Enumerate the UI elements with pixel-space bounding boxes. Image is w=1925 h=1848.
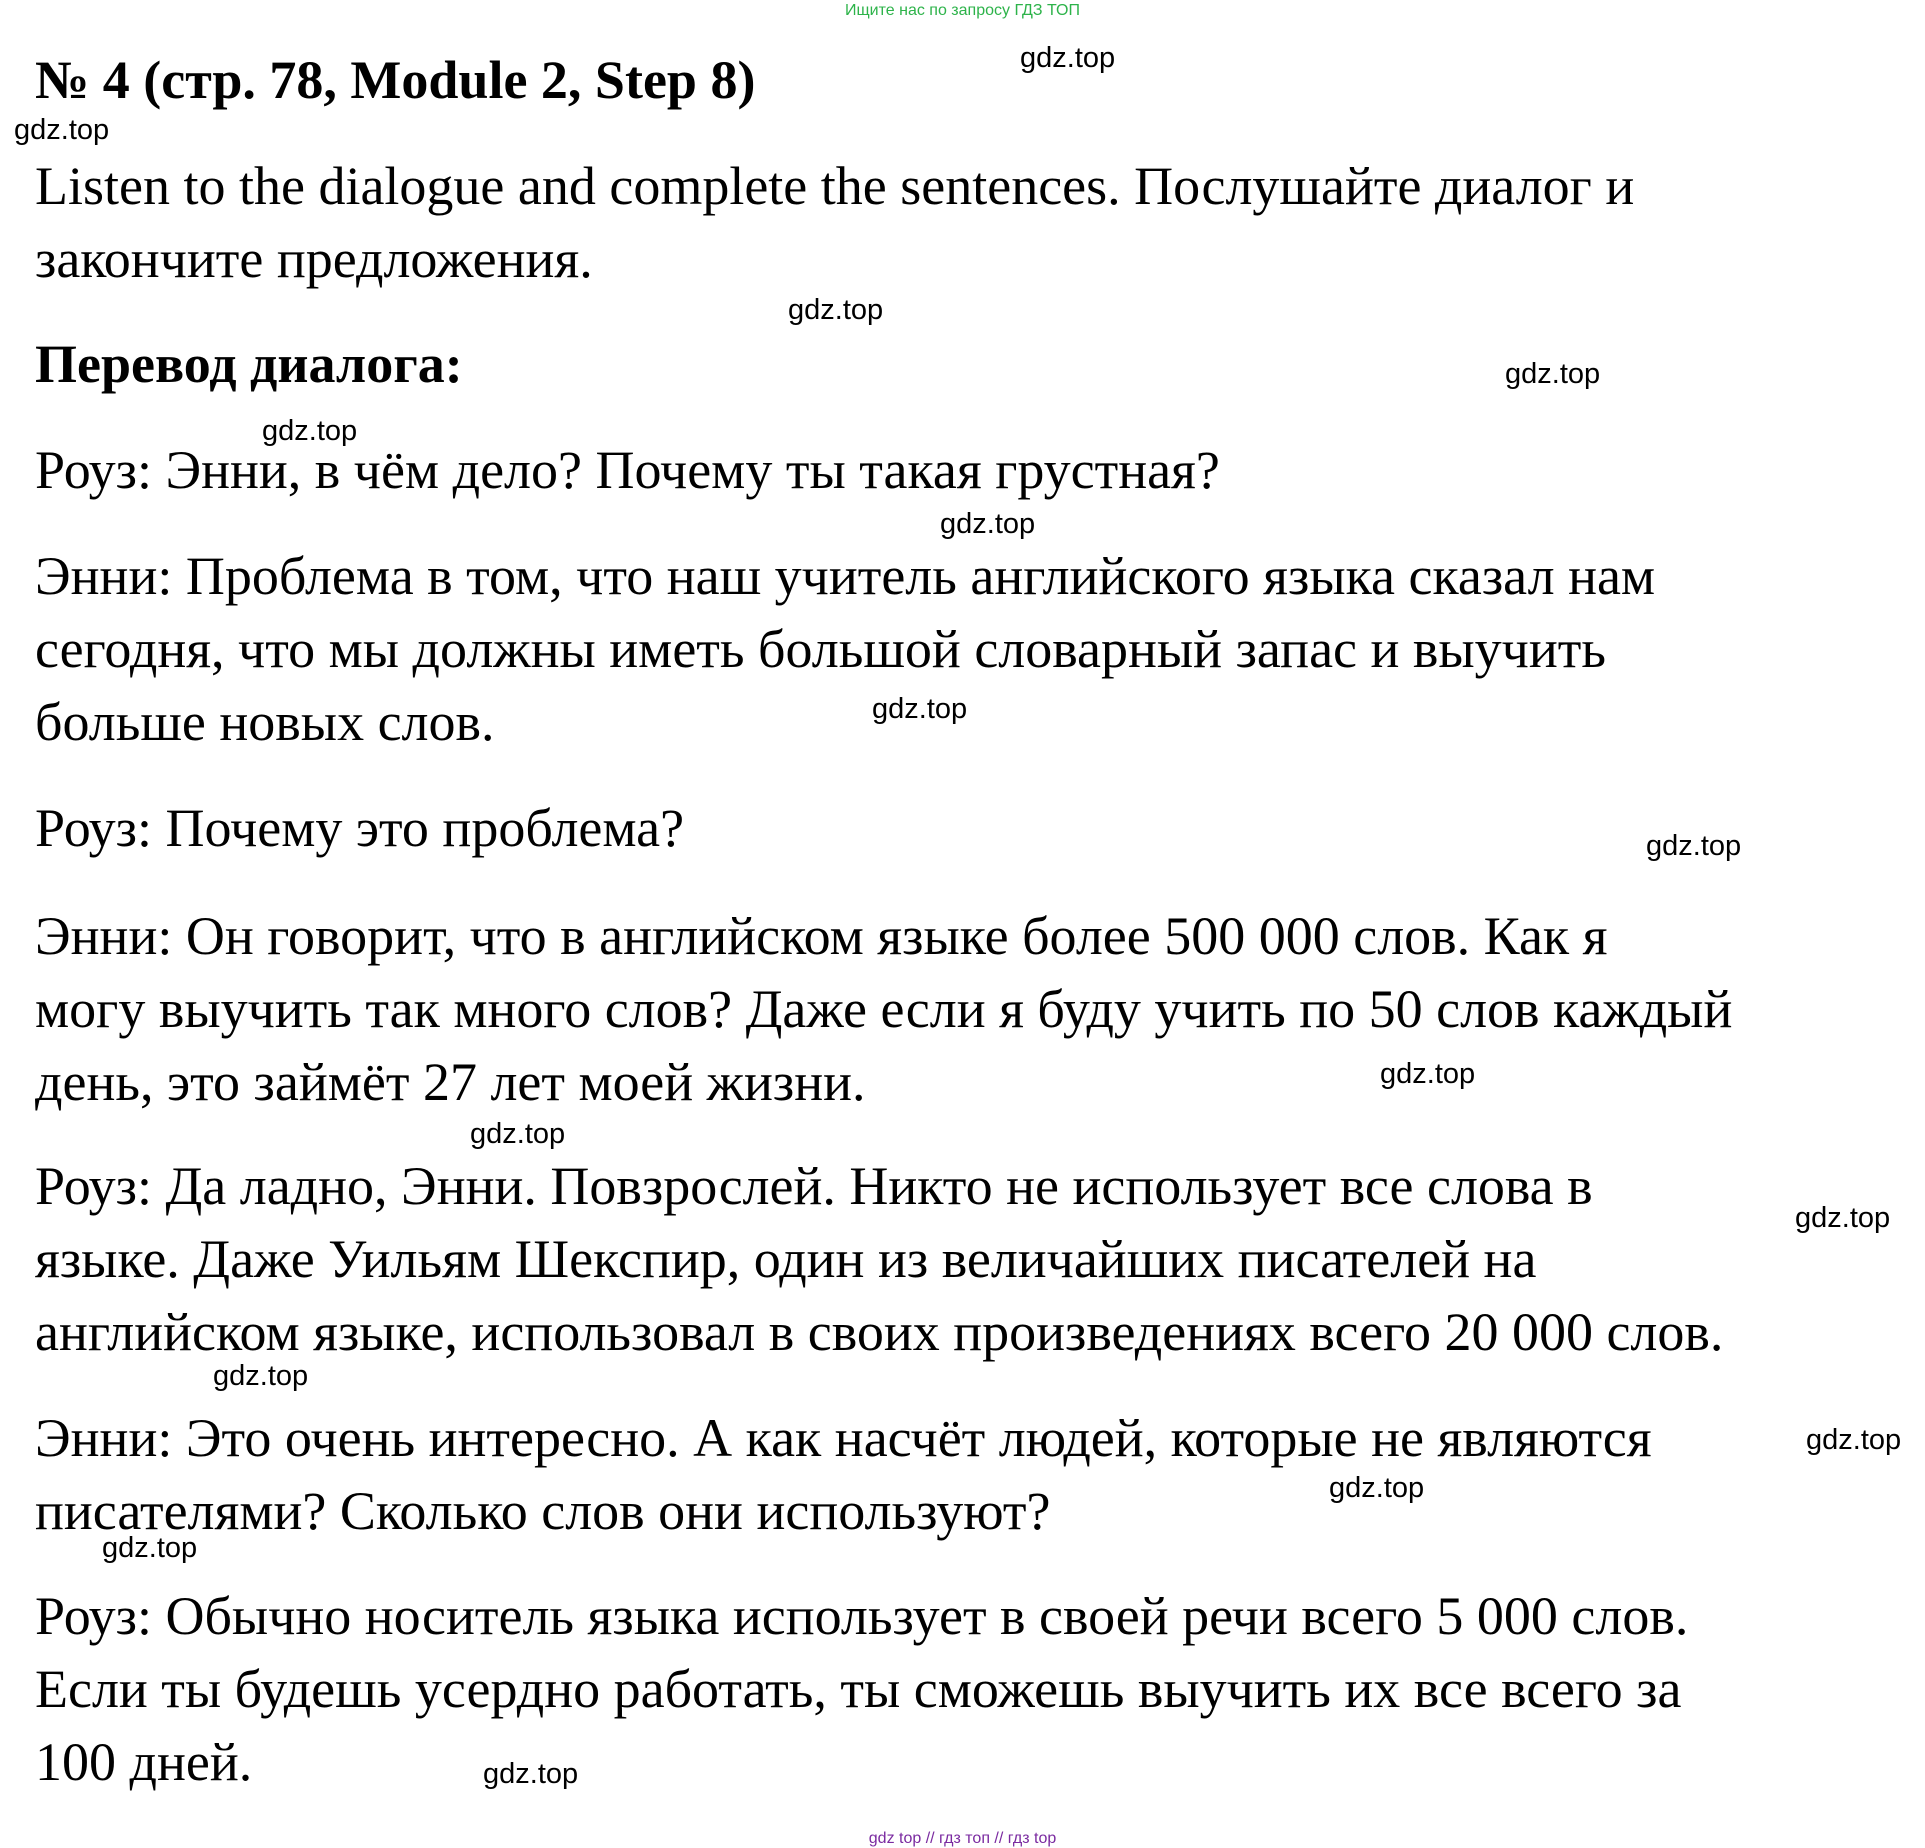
watermark: gdz.top (788, 294, 884, 326)
instruction-line: Listen to the dialogue and complete the sentences. Послушайте диалог и (35, 156, 1635, 216)
dialogue-text: 100 дней. (35, 1732, 253, 1792)
watermark: gdz.top (102, 1532, 198, 1564)
top-banner: Ищите нас по запросу ГДЗ ТОП (845, 2, 1080, 19)
watermark: gdz.top (470, 1118, 566, 1150)
watermark: gdz.top (1806, 1424, 1902, 1456)
dialogue-line-6 (35, 1402, 1905, 1548)
dialogue-text: языке. Даже Уильям Шекспир, один из величайших писателей на (35, 1229, 1537, 1289)
watermark: gdz.top (1329, 1472, 1425, 1504)
dialogue-text: Роуз: Энни, в чём дело? Почему ты такая грустная? (35, 440, 1220, 500)
dialogue-line-2 (35, 540, 1905, 759)
dialogue-text: Роуз: Обычно носитель языка использует в своей речи всего 5 000 слов. (35, 1586, 1689, 1646)
dialogue-text: Если ты будешь усердно работать, ты сможешь выучить их все всего за (35, 1659, 1682, 1719)
bottom-banner: gdz top // гдз топ // гдз top (868, 1830, 1057, 1847)
dialogue-line-5 (35, 1150, 1905, 1369)
dialogue-text: день, это займёт 27 лет моей жизни. (35, 1052, 866, 1112)
dialogue-text: Энни: Проблема в том, что наш учитель английского языка сказал нам (35, 546, 1656, 606)
dialogue-text: больше новых слов. (35, 692, 495, 752)
watermark: gdz.top (14, 114, 110, 146)
dialogue-line-7 (35, 1580, 1905, 1799)
section-subtitle-text: Перевод диалога: (35, 334, 463, 394)
dialogue-line-3 (35, 792, 1905, 865)
watermark: gdz.top (1505, 358, 1601, 390)
watermark: gdz.top (1646, 830, 1742, 862)
instruction-line: закончите предложения. (35, 229, 593, 289)
watermark: gdz.top (1020, 42, 1116, 74)
dialogue-text: сегодня, что мы должны иметь большой словарный запас и выучить (35, 619, 1606, 679)
section-subtitle (35, 328, 1905, 401)
dialogue-text: могу выучить так много слов? Даже если я буду учить по 50 слов каждый (35, 979, 1733, 1039)
dialogue-text: Энни: Это очень интересно. А как насчёт людей, которые не являются (35, 1408, 1652, 1468)
watermark: gdz.top (872, 693, 968, 725)
page-title: № 4 (стр. 78, Module 2, Step 8) (35, 50, 756, 110)
dialogue-text: писателями? Сколько слов они используют? (35, 1481, 1051, 1541)
watermark: gdz.top (262, 415, 358, 447)
dialogue-line-4 (35, 900, 1905, 1119)
watermark: gdz.top (940, 508, 1036, 540)
instruction (35, 150, 1905, 296)
watermark: gdz.top (1795, 1202, 1891, 1234)
dialogue-text: английском языке, использовал в своих произведениях всего 20 000 слов. (35, 1302, 1724, 1362)
watermark: gdz.top (1380, 1058, 1476, 1090)
dialogue-text: Энни: Он говорит, что в английском языке более 500 000 слов. Как я (35, 906, 1608, 966)
dialogue-text: Роуз: Да ладно, Энни. Повзрослей. Никто не использует все слова в (35, 1156, 1593, 1216)
watermark: gdz.top (213, 1360, 309, 1392)
dialogue-text: Роуз: Почему это проблема? (35, 798, 685, 858)
watermark: gdz.top (483, 1758, 579, 1790)
